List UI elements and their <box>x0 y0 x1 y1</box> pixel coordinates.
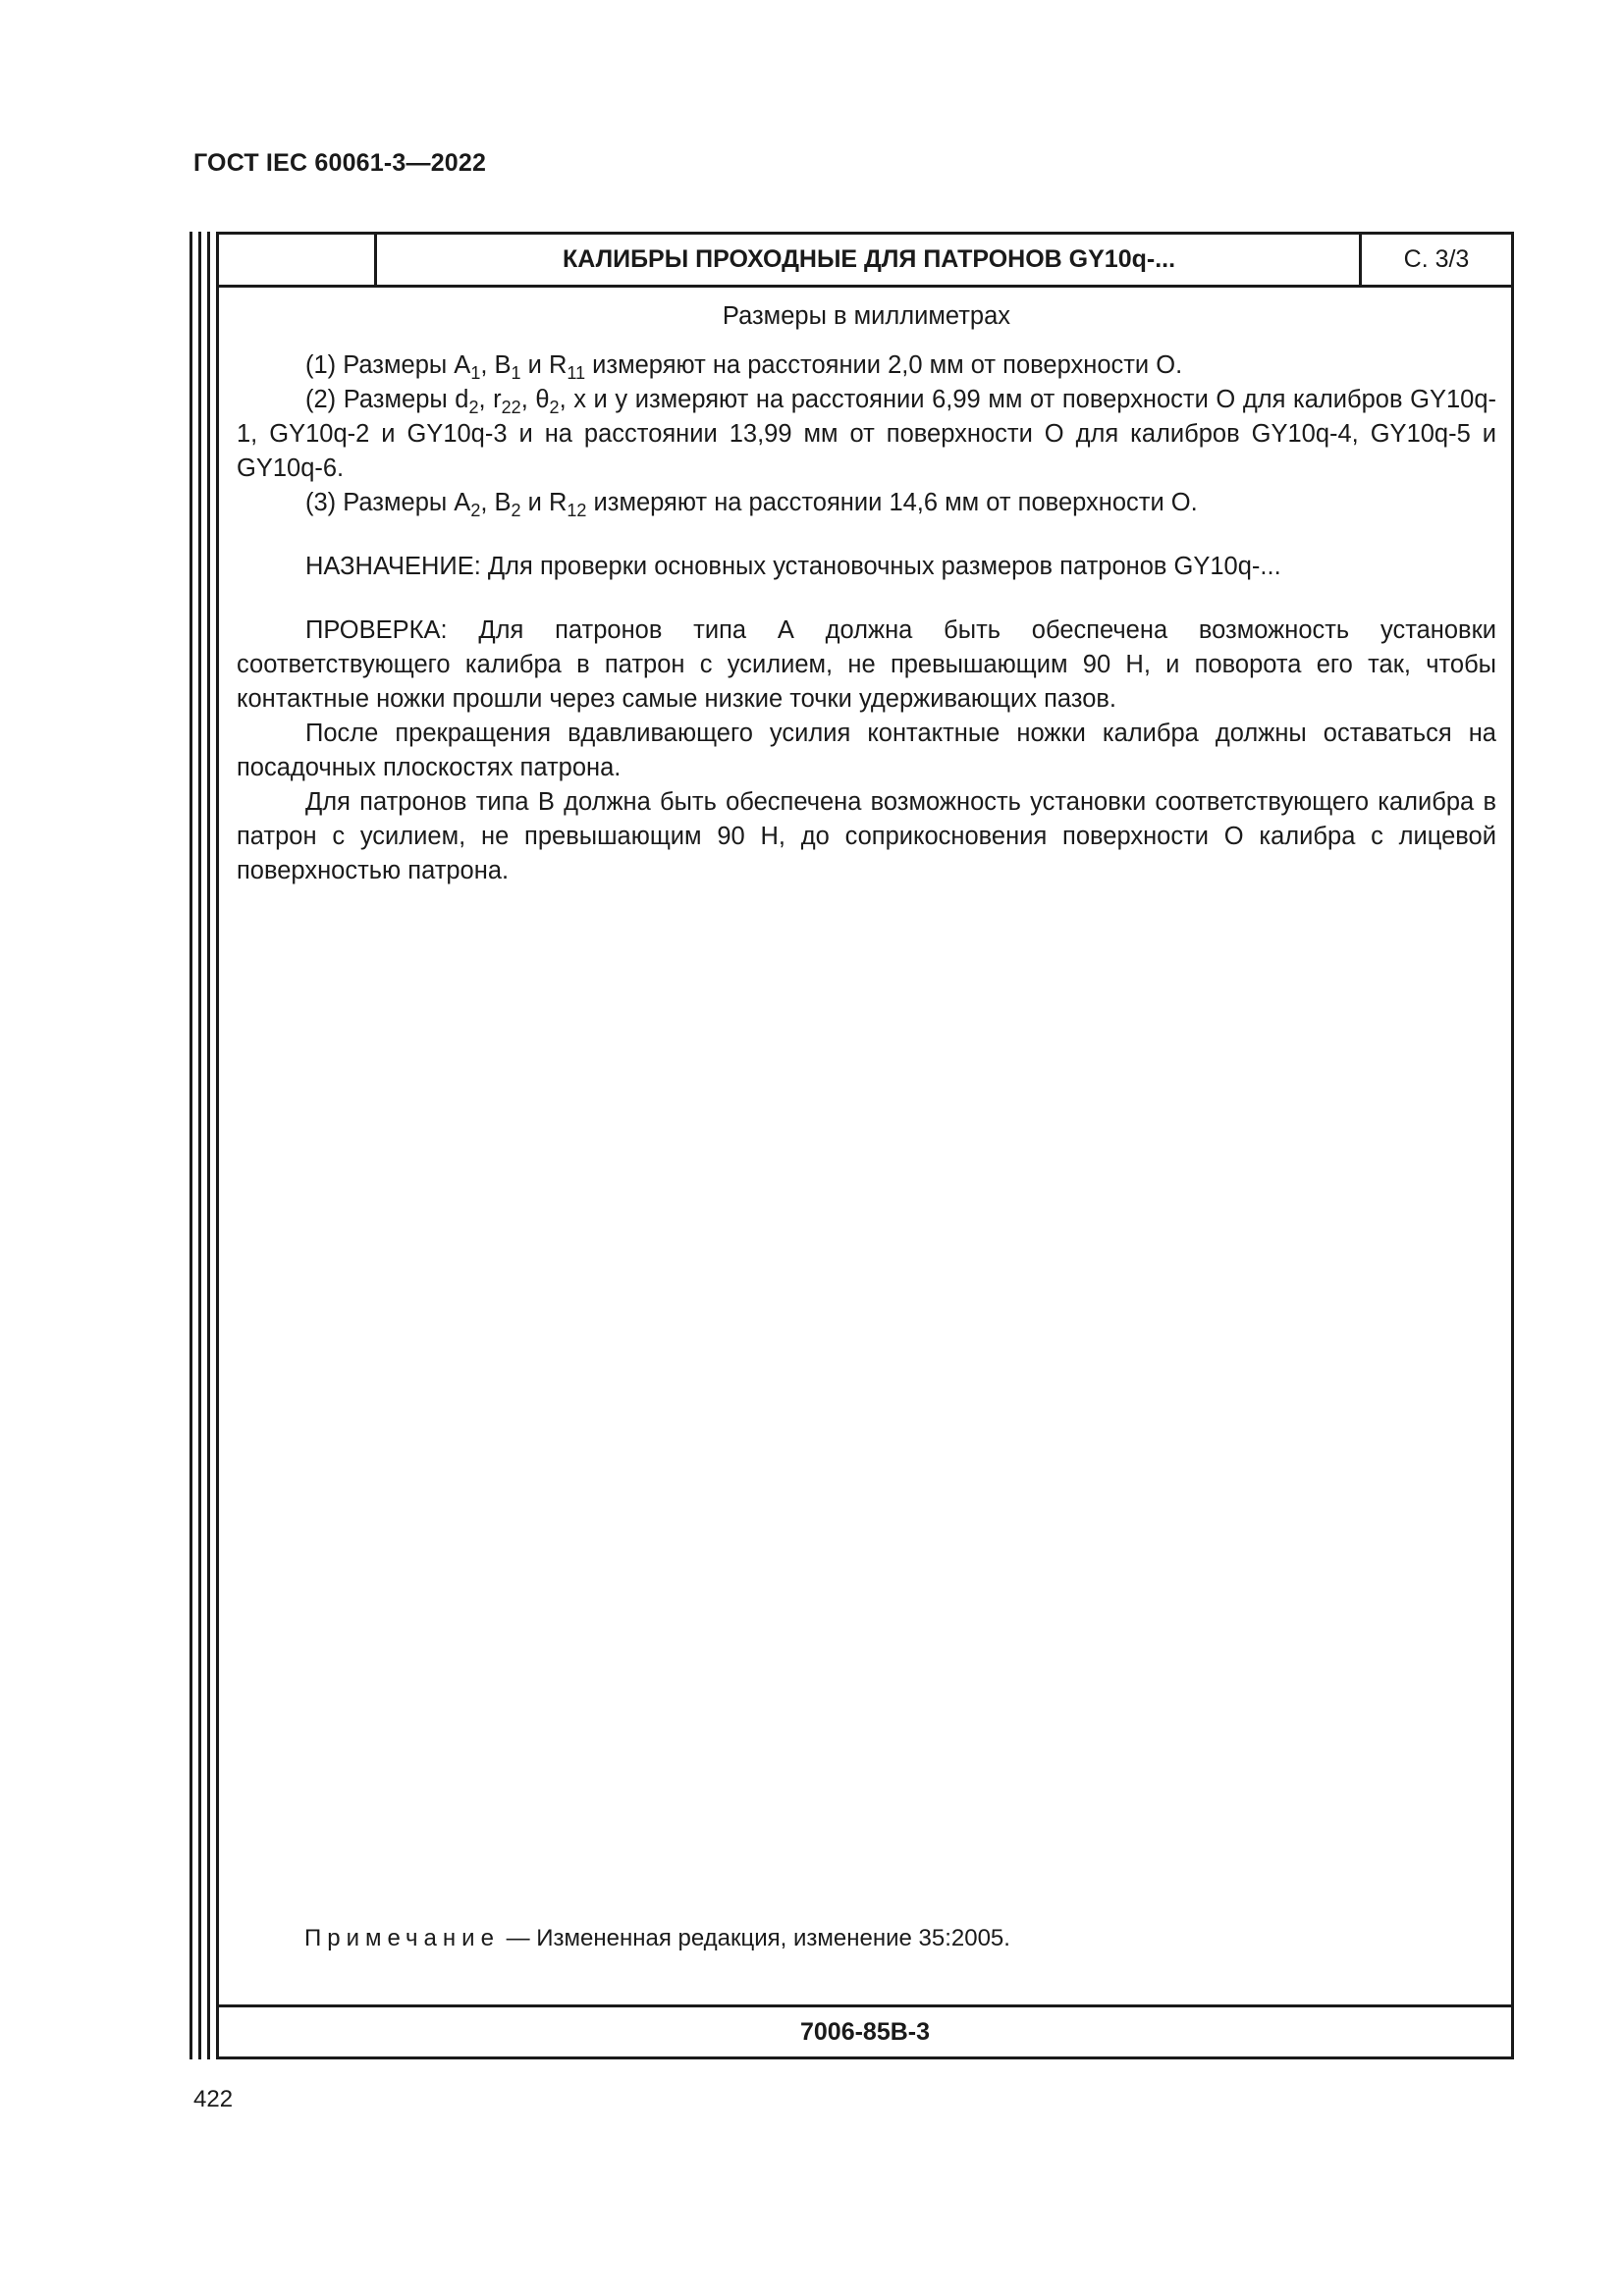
margin-rule <box>207 232 210 2059</box>
note-1: (1) Размеры $A_1$, $B_1$ и $R_{11}$ измеряют на расстоянии 2,0 мм от поверхности O. <box>305 351 1183 383</box>
check-paragraph-1: ПРОВЕРКА: Для патронов типа А должна быть обеспечена возможность установки соответствующего калибра в патрон с усилием, не превышающим 90 Н, и поворота его так, чтобы контактные ножки прошли через самые низкие точки удерживающих пазов. <box>237 616 1496 713</box>
note-label: Примечание <box>304 1925 500 1951</box>
sheet-content <box>237 299 1496 888</box>
check-paragraph-2: После прекращения вдавливающего усилия контактные ножки калибра должны оставаться на посадочных плоскостях патрона. <box>237 720 1496 781</box>
purpose-paragraph: НАЗНАЧЕНИЕ: Для проверки основных установочных размеров патронов GY10q-... <box>305 553 1281 580</box>
standard-designation: ГОСТ IEC 60061-3—2022 <box>193 149 487 177</box>
sheet-page-indicator: С. 3/3 <box>1359 235 1511 285</box>
amendment-note <box>304 1925 1010 1952</box>
check-paragraph-3: Для патронов типа В должна быть обеспечена возможность установки соответствующего калибра в патрон с усилием, не превышающим 90 Н, до соприкосновения поверхности O калибра с лицевой поверхностью патрона. <box>237 788 1496 884</box>
sheet-title: КАЛИБРЫ ПРОХОДНЫЕ ДЛЯ ПАТРОНОВ GY10q-... <box>562 245 1176 273</box>
note-2: (2) Размеры $d_2$, $r_{22}$, $\theta_2$, x и y измеряют на расстоянии 6,99 мм от поверхности O для калибров GY10q-1, GY10q-2 и GY10q-3 и на расстоянии 13,99 мм от поверхности O для калибров GY10q-4, GY10q-5 и GY10q-6. <box>237 386 1496 482</box>
margin-rule <box>189 232 192 2059</box>
header-blank-cell <box>219 235 377 285</box>
note-text: — Измененная редакция, изменение 35:2005. <box>499 1925 1010 1951</box>
note-3: (3) Размеры $A_2$, $B_2$ и $R_{12}$ измеряют на расстоянии 14,6 мм от поверхности O. <box>305 489 1198 520</box>
margin-rule <box>198 232 201 2059</box>
page-number: 422 <box>193 2086 234 2112</box>
data-sheet-frame <box>216 232 1514 2059</box>
sheet-header-row <box>219 235 1511 288</box>
sheet-code: 7006-85B-3 <box>219 2004 1511 2056</box>
units-caption: Размеры в миллиметрах <box>722 302 1011 330</box>
